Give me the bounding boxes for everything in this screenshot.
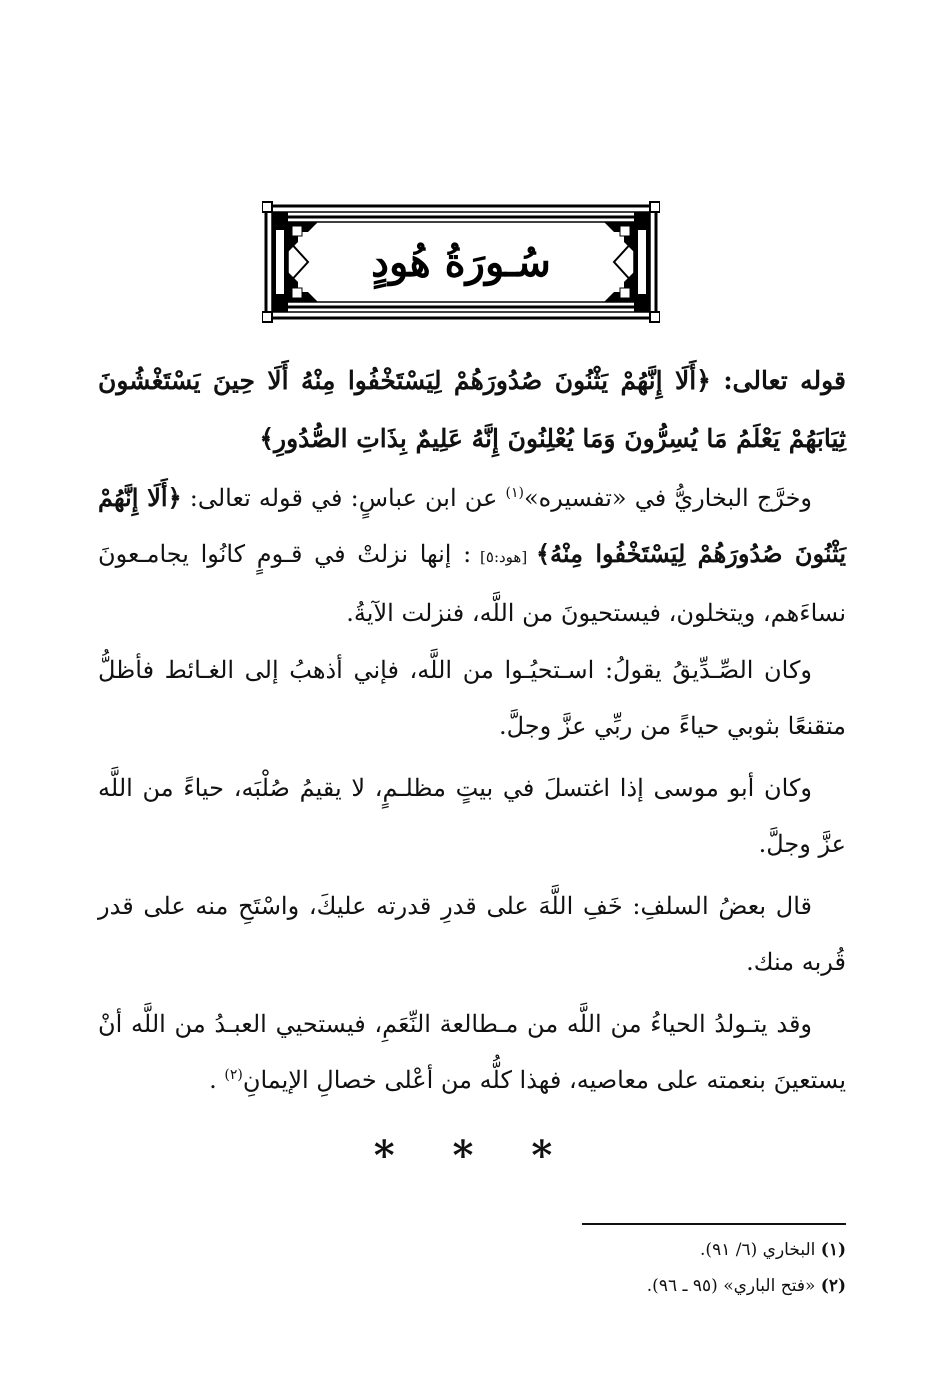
section-separator: * * * bbox=[373, 1132, 575, 1179]
quoted-ayah: ﴿أَلَا إِنَّهُمْ يَثْنُونَ صُدُورَهُمْ لِيَسْتَخْفُوا مِنْهُ﴾ bbox=[98, 483, 847, 568]
paragraph-abu-musa: وكان أبو موسى إذا اغتسلَ في بيتٍ مظلـمٍ، لا يقيمُ صُلْبَه، حياءً من اللَّه عزَّ وجلَّ. bbox=[98, 774, 846, 858]
footnote-text: «فتح الباري» (٩٥ ـ ٩٦). bbox=[646, 1276, 821, 1296]
paragraph-text: وقد يتـولدُ الحياءُ من اللَّه من مـطالعة النِّعَمِ، فيستحيي العبـدُ من اللَّه أنْ يستعينَ بنعمته على معاصيه، فهذا كلُّه من أعْلى خصالِ الإيمانِ bbox=[98, 1010, 846, 1094]
footnote-number: (١) bbox=[820, 1240, 846, 1260]
footnote-divider bbox=[582, 1223, 846, 1225]
verse-intro-ayah: ﴿أَلَا إِنَّهُمْ يَثْنُونَ صُدُورَهُمْ لِيَسْتَخْفُوا مِنْهُ أَلَا حِينَ يَسْتَغْشُونَ ثِيَابَهُمْ يَعْلَمُ مَا يُسِرُّونَ وَمَا يُعْلِنُونَ إِنَّهُ عَلِيمٌ بِذَاتِ الصُّدُورِ﴾ bbox=[98, 366, 846, 453]
footnote-number: (٢) bbox=[820, 1276, 846, 1296]
footnote-item bbox=[420, 1268, 846, 1304]
paragraph-text: وخرَّج البخاريُّ في «تفسيره» bbox=[523, 484, 812, 512]
surah-title-frame bbox=[262, 200, 660, 324]
paragraph-end: . bbox=[209, 1066, 225, 1094]
footnote-marker: (٢) bbox=[224, 1067, 243, 1083]
footnote-item bbox=[420, 1232, 846, 1268]
paragraph-salaf: قال بعضُ السلفِ: خَفِ اللَّهَ على قدرِ قدرته عليكَ، واسْتَحِ منه على قدر قُربه منك. bbox=[98, 892, 846, 976]
ayah-reference: [هود:٥] bbox=[471, 548, 536, 566]
surah-title: سُـورَةُ هُودٍ bbox=[371, 238, 551, 286]
paragraph-bukhari bbox=[98, 470, 846, 641]
paragraph-text: : إنها نزلتْ في قـومٍ كانُوا يجامـعونَ نساءَهم، ويتخلون، فيستحيونَ من اللَّه، فنزلت الآيةُ. bbox=[98, 540, 846, 627]
verse-intro-lead: قوله تعالى: bbox=[723, 366, 846, 395]
footnote-text: البخاري (٦/ ٩١). bbox=[700, 1240, 821, 1260]
verse-intro bbox=[98, 352, 846, 468]
paragraph-text: عن ابن عباسٍ: في قوله تعالى: bbox=[181, 484, 506, 512]
paragraph-haya bbox=[98, 996, 846, 1108]
paragraph-siddiq: وكان الصِّـدِّيقُ يقولُ: اسـتحيُـوا من اللَّه، فإني أذهبُ إلى الغـائط فأظلُّ متقنعًا بثوبي حياءً من ربِّي عزَّ وجلَّ. bbox=[98, 656, 846, 740]
footnote-marker: (١) bbox=[505, 485, 524, 501]
footnotes bbox=[420, 1232, 846, 1304]
